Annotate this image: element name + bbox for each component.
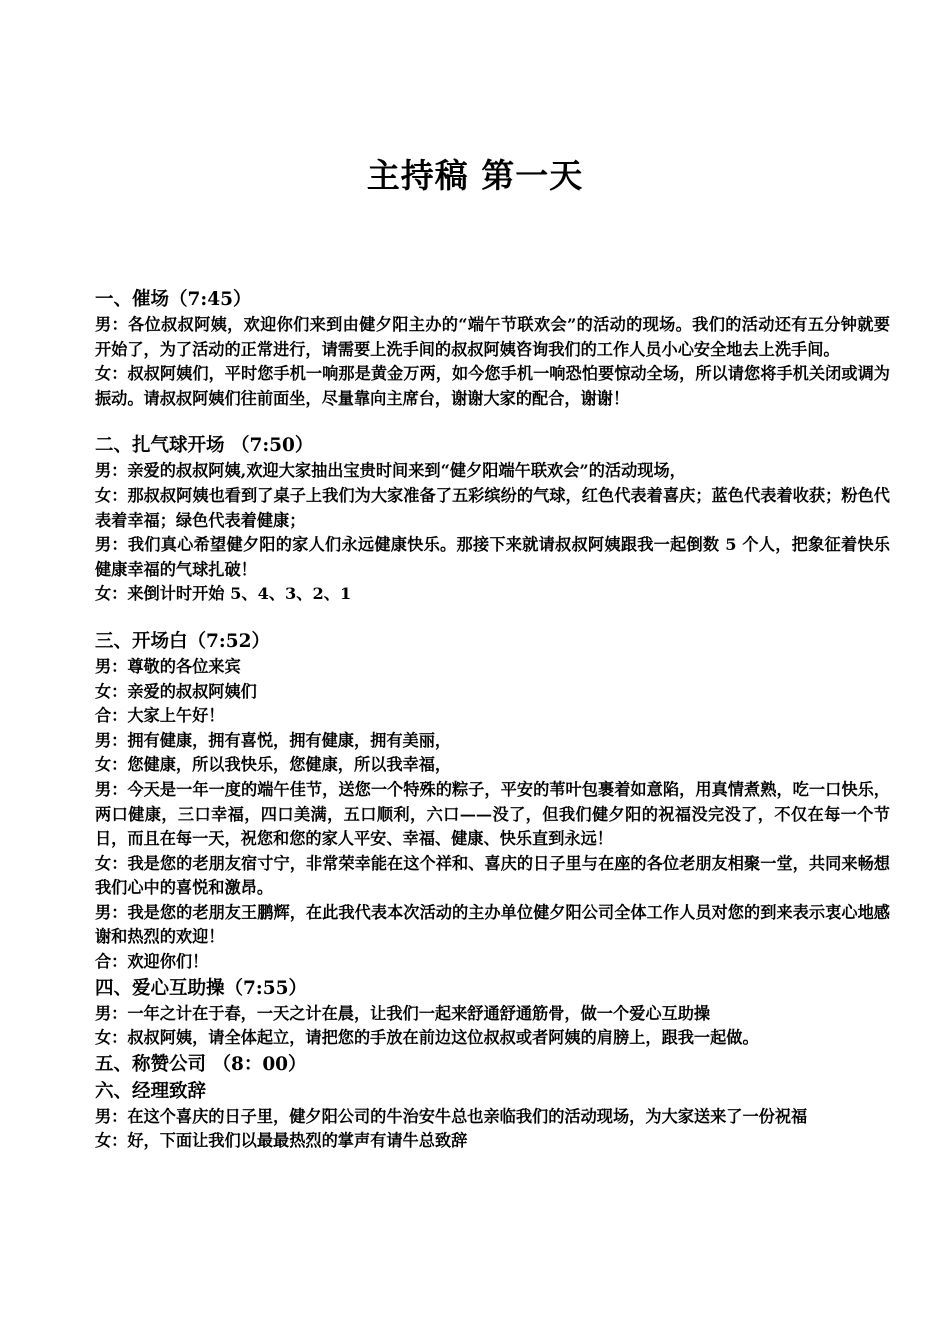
dialogue-line: 男：拥有健康，拥有喜悦，拥有健康，拥有美丽， <box>95 730 452 750</box>
dialogue-line: 男：一年之计在于春，一天之计在晨，让我们一起来舒通舒通筋骨，做一个爱心互助操 <box>95 1003 711 1023</box>
dialogue-line: 男：尊敬的各位来宾 <box>95 656 241 676</box>
section-heading: 一、催场（7:45） <box>95 289 252 310</box>
dialogue-line: 男：我是您的老朋友王鹏辉，在此我代表本次活动的主办单位健夕阳公司全体工作人员对您的到来表示衷心地感谢和热烈的欢迎！ <box>95 902 890 947</box>
section-4 <box>95 975 890 1051</box>
document-body <box>95 286 890 1154</box>
dialogue-line: 男：我们真心希望健夕阳的家人们永远健康快乐。那接下来就请叔叔阿姨跟我一起倒数 5 个人，把象征着快乐健康幸福的气球扎破！ <box>95 535 890 579</box>
dialogue-line: 合：大家上午好！ <box>95 706 225 726</box>
section-6 <box>95 1078 890 1154</box>
dialogue-line: 女：那叔叔阿姨也看到了桌子上我们为大家准备了五彩缤纷的气球，红色代表着喜庆；蓝色代表着收获；粉色代表着幸福；绿色代表着健康； <box>95 485 890 530</box>
dialogue-line: 合：欢迎你们！ <box>95 952 209 972</box>
dialogue-line: 女：来倒计时开始 5、4、3、2、1 <box>95 584 352 604</box>
dialogue-line: 男：各位叔叔阿姨，欢迎你们来到由健夕阳主办的“端午节联欢会”的活动的现场。我们的活动还有五分钟就要开始了，为了活动的正常进行，请需要上洗手间的叔叔阿姨咨询我们的工作人员小心安全地去上洗手间。 <box>95 315 890 359</box>
section-5 <box>95 1051 890 1078</box>
dialogue-line: 男：亲爱的叔叔阿姨,欢迎大家抽出宝贵时间来到“健夕阳端午联欢会”的活动现场， <box>95 461 686 481</box>
dialogue-line: 男：在这个喜庆的日子里，健夕阳公司的牛治安牛总也亲临我们的活动现场，为大家送来了一份祝福 <box>95 1106 808 1126</box>
section-3 <box>95 628 890 975</box>
section-heading: 五、称赞公司 （8：00） <box>95 1053 307 1075</box>
dialogue-line: 女：叔叔阿姨，请全体起立，请把您的手放在前边这位叔叔或者阿姨的肩膀上，跟我一起做。 <box>95 1028 759 1048</box>
dialogue-line: 女：您健康，所以我快乐，您健康，所以我幸福， <box>95 755 452 775</box>
section-heading: 二、扎气球开场 （7:50） <box>95 435 314 457</box>
section-heading: 四、爱心互助操（7:55） <box>95 977 307 999</box>
section-2 <box>95 432 890 607</box>
section-heading: 三、开场白（7:52） <box>95 630 270 652</box>
dialogue-line: 女：我是您的老朋友宿寸宁，非常荣幸能在这个祥和、喜庆的日子里与在座的各位老朋友相聚一堂，共同来畅想我们心中的喜悦和激昂。 <box>95 853 890 898</box>
section-heading: 六、经理致辞 <box>95 1080 207 1102</box>
dialogue-line: 女：好，下面让我们以最最热烈的掌声有请牛总致辞 <box>95 1131 468 1151</box>
dialogue-line: 男：今天是一年一度的端午佳节，送您一个特殊的粽子，平安的苇叶包裹着如意陷，用真情煮熟，吃一口快乐，两口健康，三口幸福，四口美满，五口顺利，六口——没了，但我们健夕阳的祝福没完没了，不仅在每一个节日，而且在每一天，祝您和您的家人平安、幸福、健康、快乐直到永远！ <box>95 779 890 849</box>
document-title: 主持稿 第一天 <box>366 156 584 195</box>
section-1 <box>95 286 890 411</box>
dialogue-line: 女：叔叔阿姨们，平时您手机一响那是黄金万两，如今您手机一响恐怕要惊动全场，所以请您将手机关闭或调为振动。请叔叔阿姨们往前面坐，尽量靠向主席台，谢谢大家的配合，谢谢！ <box>95 364 890 408</box>
dialogue-line: 女：亲爱的叔叔阿姨们 <box>95 681 257 701</box>
